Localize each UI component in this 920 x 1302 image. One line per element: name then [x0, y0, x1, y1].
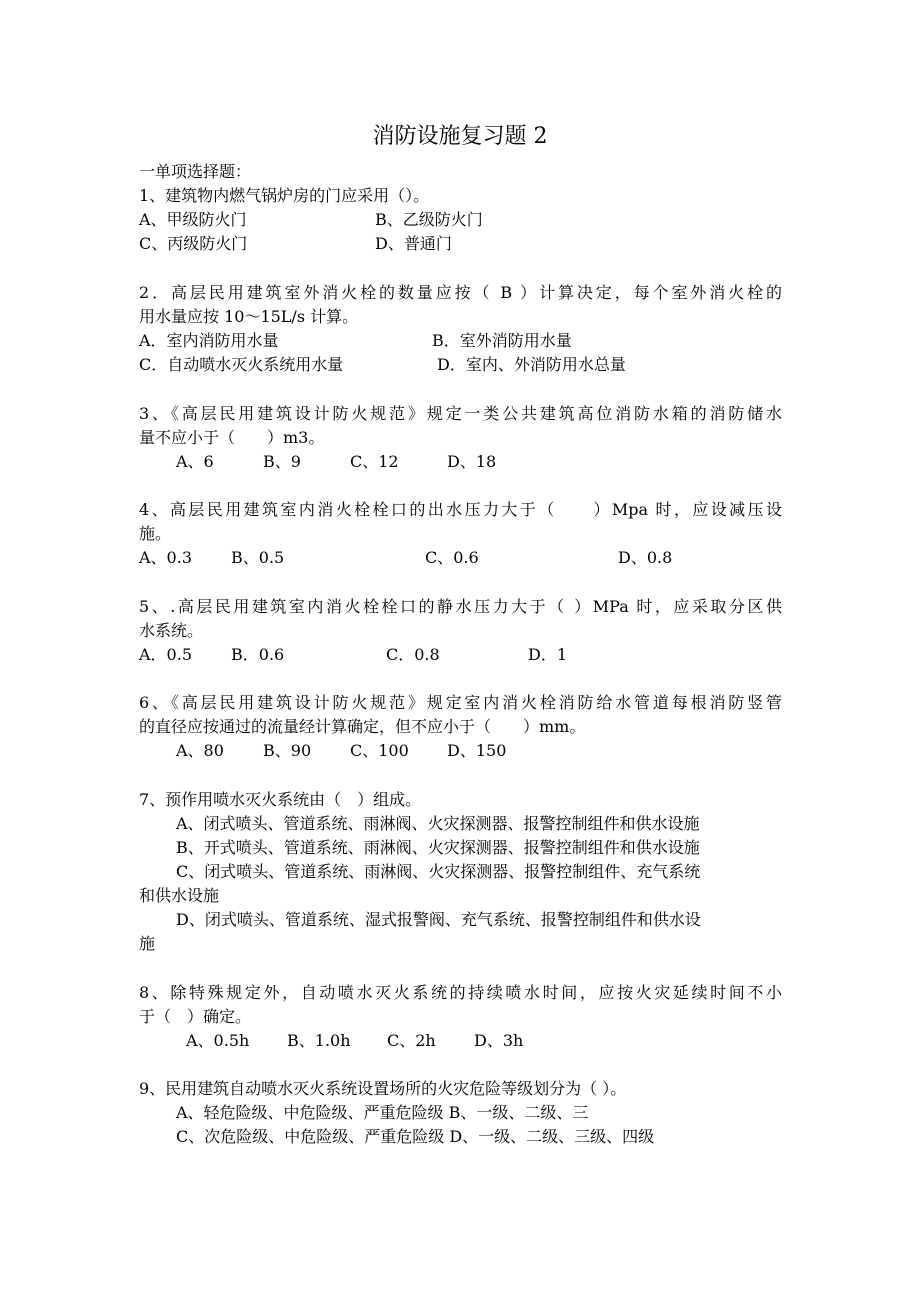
q1-option-c: C、丙级防火门 — [139, 234, 248, 253]
section-heading: 一单项选择题： — [139, 162, 252, 181]
q7-option-d-line2: 施 — [139, 934, 156, 953]
question-2-stem-line1: 2．高层民用建筑室外消火栓的数量应按（ B ）计算决定，每个室外消火栓的 — [139, 283, 782, 302]
q5-option-a: A．0.5 — [139, 645, 193, 664]
q1-option-b: B、乙级防火门 — [375, 210, 483, 229]
q8-option-c: C、2h — [387, 1031, 436, 1050]
q9-options-a-b: A、轻危险级、中危险级、严重危险级 B、一级、二级、三 — [176, 1103, 589, 1122]
q7-option-d-line1: D、闭式喷头、管道系统、湿式报警阀、充气系统、报警控制组件和供水设 — [176, 910, 701, 929]
question-5-stem-line2: 水系统。 — [139, 621, 204, 640]
q4-option-c: C、0.6 — [425, 548, 479, 567]
q2-option-c: C．自动喷水灭火系统用水量 — [139, 355, 344, 374]
question-1-stem: 1、建筑物内燃气锅炉房的门应采用（）。 — [139, 186, 430, 205]
q1-option-d: D、普通门 — [375, 234, 452, 253]
question-8-stem-line1: 8、除特殊规定外，自动喷水灭火系统的持续喷水时间，应按火灾延续时间不小 — [139, 983, 782, 1002]
question-8-stem-line2: 于（ ）确定。 — [139, 1007, 252, 1026]
q3-option-c: C、12 — [350, 452, 399, 471]
question-5-stem-line1: 5、.高层民用建筑室内消火栓栓口的静水压力大于（ ）MPa 时，应采取分区供 — [139, 597, 782, 616]
q3-option-b: B、9 — [263, 452, 301, 471]
question-2-stem-line2: 用水量应按 10～15L/s 计算。 — [139, 307, 359, 326]
q5-option-b: B．0.6 — [231, 645, 285, 664]
question-6-stem-line1: 6、《高层民用建筑设计防火规范》规定室内消火栓消防给水管道每根消防竖管 — [139, 693, 782, 712]
q4-option-d: D、0.8 — [618, 548, 673, 567]
q7-option-a: A、闭式喷头、管道系统、雨淋阀、火灾探测器、报警控制组件和供水设施 — [176, 814, 700, 833]
q7-option-c-line1: C、闭式喷头、管道系统、雨淋阀、火灾探测器、报警控制组件、充气系统 — [176, 862, 701, 881]
q4-option-b: B、0.5 — [231, 548, 285, 567]
question-6-stem-line2: 的直径应按通过的流量经计算确定，但不应小于（ ）mm。 — [139, 717, 586, 736]
q8-option-b: B、1.0h — [287, 1031, 351, 1050]
q6-option-c: C、100 — [350, 741, 409, 760]
q7-option-b: B、开式喷头、管道系统、雨淋阀、火灾探测器、报警控制组件和供水设施 — [176, 838, 700, 857]
question-4-stem-line1: 4、高层民用建筑室内消火栓栓口的出水压力大于（ ）Mpa 时，应设减压设 — [139, 500, 782, 519]
q6-option-d: D、150 — [447, 741, 507, 760]
q5-option-c: C．0.8 — [386, 645, 440, 664]
q6-option-a: A、80 — [176, 741, 224, 760]
q3-option-d: D、18 — [447, 452, 497, 471]
q8-option-d: D、3h — [474, 1031, 524, 1050]
q2-option-d: D．室内、外消防用水总量 — [437, 355, 626, 374]
q3-option-a: A、6 — [176, 452, 214, 471]
document-title: 消防设施复习题 2 — [372, 124, 548, 149]
q2-option-b: B．室外消防用水量 — [432, 331, 572, 350]
question-3-stem-line1: 3、《高层民用建筑设计防火规范》规定一类公共建筑高位消防水箱的消防储水 — [139, 404, 782, 423]
q2-option-a: A．室内消防用水量 — [139, 331, 279, 350]
question-4-stem-line2: 施。 — [139, 524, 172, 543]
q6-option-b: B、90 — [263, 741, 312, 760]
q7-option-c-line2: 和供水设施 — [139, 886, 220, 905]
q9-options-c-d: C、次危险级、中危险级、严重危险级 D、一级、二级、三级、四级 — [176, 1127, 655, 1146]
q5-option-d: D．1 — [528, 645, 568, 664]
q8-option-a: A、0.5h — [186, 1031, 250, 1050]
question-9-stem: 9、民用建筑自动喷水灭火系统设置场所的火灾危险等级划分为（ ）。 — [139, 1079, 627, 1098]
question-3-stem-line2: 量不应小于（ ）m3。 — [139, 428, 325, 447]
q1-option-a: A、甲级防火门 — [139, 210, 247, 229]
q4-option-a: A、0.3 — [139, 548, 193, 567]
question-7-stem: 7、预作用喷水灭火系统由（ ）组成。 — [139, 790, 422, 809]
